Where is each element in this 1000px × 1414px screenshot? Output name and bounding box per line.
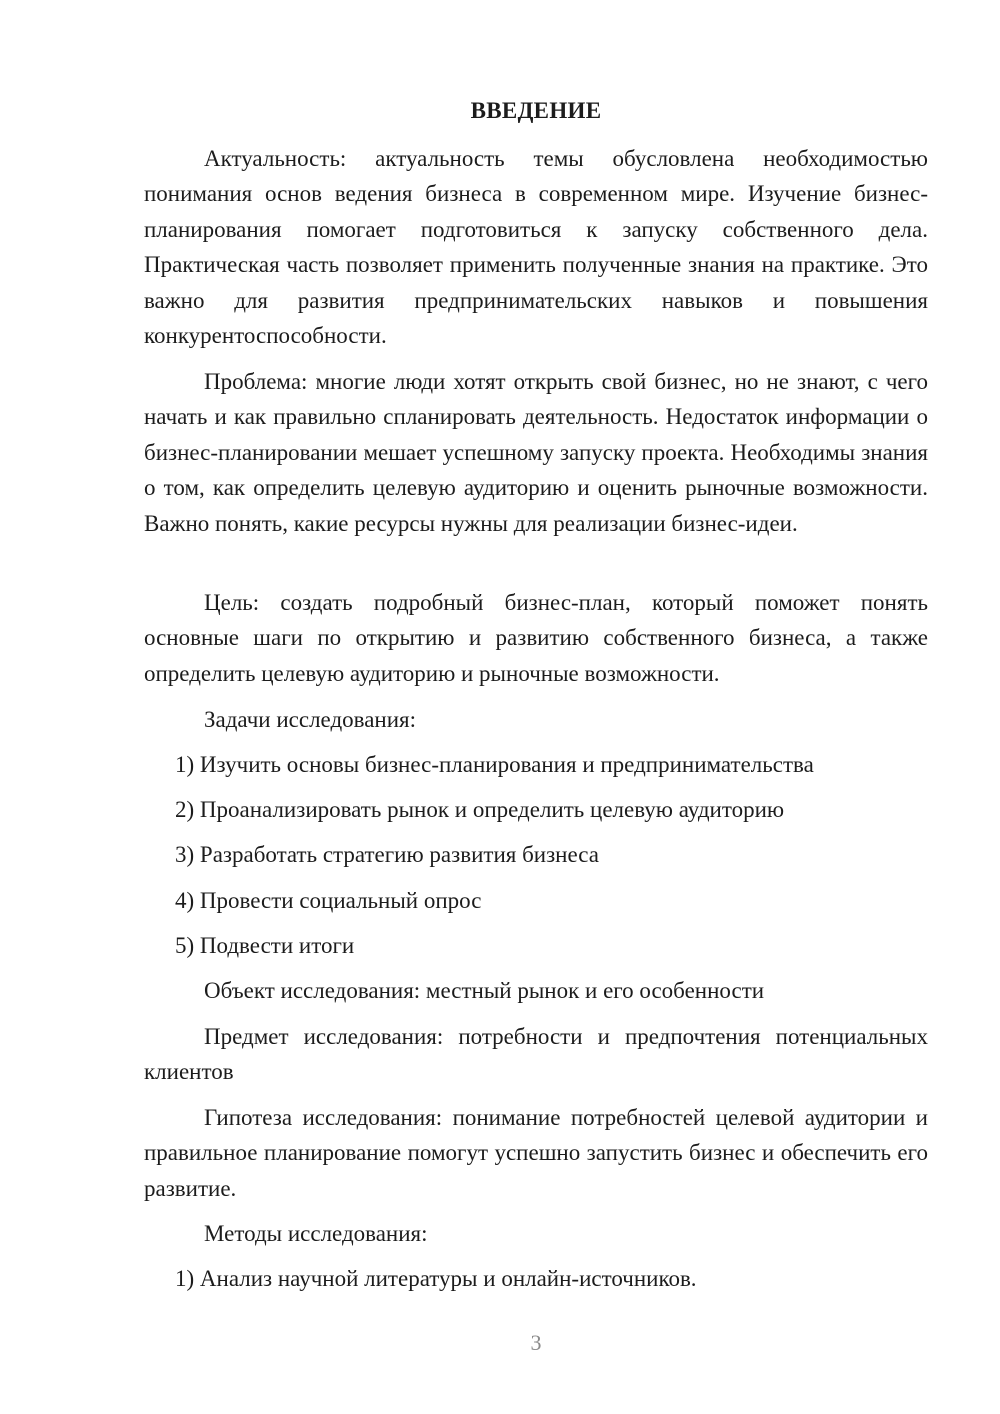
method-item-1: 1) Анализ научной литературы и онлайн-источников. [175,1266,697,1291]
paragraph-object: Объект исследования: местный рынок и его особенности [204,978,765,1003]
page-number: 3 [530,1330,542,1355]
paragraph-subject: Предмет исследования: потребности и предпочтения потенциальных клиентов [144,1024,928,1085]
paragraph-goal: Цель: создать подробный бизнес-план, который поможет понять основные шаги по открытию и развитию собственного бизнеса, а также определить целевую аудиторию и рыночные возможности. [144,590,928,686]
task-item-5: 5) Подвести итоги [175,933,355,958]
task-item-1: 1) Изучить основы бизнес-планирования и предпринимательства [175,752,814,777]
paragraph-hypothesis: Гипотеза исследования: понимание потребностей целевой аудитории и правильное планирование помогут успешно запустить бизнес и обеспечить его развитие. [144,1105,928,1201]
task-item-3: 3) Разработать стратегию развития бизнеса [175,842,599,867]
tasks-heading: Задачи исследования: [204,707,417,732]
paragraph-relevance: Актуальность: актуальность темы обусловлена необходимостью понимания основ ведения бизнеса в современном мире. Изучение бизнес-планирования помогает подготовиться к запуску собственного дела. Практическая часть позволяет применить полученные знания на практике. Это важно для развития предпринимательских навыков и повышения конкурентоспособности. [144,146,928,349]
page-title: ВВЕДЕНИЕ [470,98,602,123]
methods-heading: Методы исследования: [204,1221,428,1246]
paragraph-problem: Проблема: многие люди хотят открыть свой бизнес, но не знают, с чего начать и как правильно спланировать деятельность. Недостаток информации о бизнес-планировании мешает успешному запуску проекта. Необходимы знания о том, как определить целевую аудиторию и оценить рыночные возможности. Важно понять, какие ресурсы нужны для реализации бизнес-идеи. [144,369,928,536]
task-item-4: 4) Провести социальный опрос [175,888,482,913]
task-item-2: 2) Проанализировать рынок и определить целевую аудиторию [175,797,785,822]
